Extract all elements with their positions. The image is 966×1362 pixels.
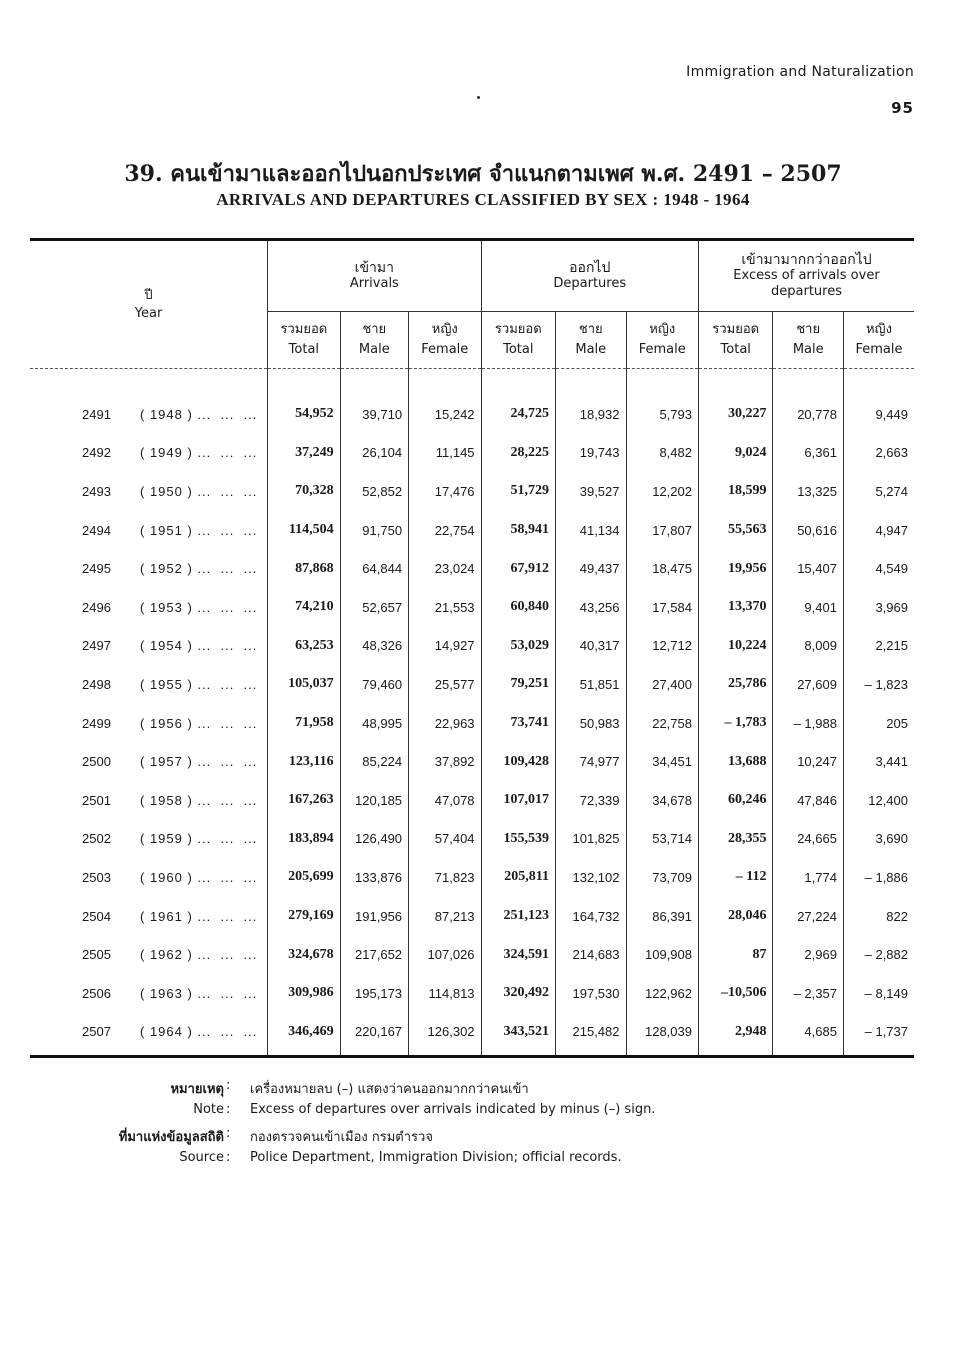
departures-female-cell: 73,709 [626,858,698,897]
table-row [30,820,914,859]
year-cell [30,511,268,550]
arrivals-total-cell: 205,699 [268,858,340,897]
excess-female-cell: 12,400 [843,781,914,820]
female-english: Female [421,342,469,357]
departures-male-cell: 43,256 [556,588,626,627]
excess-total-cell: 2,948 [698,1013,773,1057]
departures-total-cell: 79,251 [481,665,556,704]
table-row [30,549,914,588]
table-row [30,588,914,627]
table-row [30,742,914,781]
departures-total-cell: 67,912 [481,549,556,588]
arrivals-male-cell: 79,460 [340,665,408,704]
departures-female-cell: 17,584 [626,588,698,627]
year-cell [30,897,268,936]
excess-total-cell: 9,024 [698,434,773,473]
arrivals-total-cell: 324,678 [268,935,340,974]
male-english: Male [358,342,390,357]
table-title-thai: 39. คนเข้ามาและออกไปนอกประเทศ จำแนกตามเพศ พ.ศ. 2491 – 2507 [124,161,842,187]
arrivals-total-cell: 87,868 [268,549,340,588]
departures-total-cell: 324,591 [481,935,556,974]
departures-female-cell: 109,908 [626,935,698,974]
year-be: 2491 [82,406,111,422]
table-title-english: ARRIVALS AND DEPARTURES CLASSIFIED BY SEX : 1948 - 1964 [216,190,750,209]
year-cell [30,549,268,588]
note-text-thai: เครื่องหมายลบ (–) แสดงว่าคนออกมากกว่าคนเข้า [250,1082,529,1097]
year-be: 2500 [82,754,111,770]
excess-male-cell: 27,224 [773,897,843,936]
table-row [30,369,914,434]
departures-male-cell: 197,530 [556,974,626,1013]
year-ce: ( 1958 ) ... ... ... [140,792,258,808]
year-be: 2503 [82,869,111,885]
table-row [30,511,914,550]
year-header-thai: ปี [144,287,153,303]
source-colon: : [226,1126,231,1141]
female-thai: หญิง [865,322,892,337]
year-be: 2496 [82,599,111,615]
arrivals-group-header [268,241,481,312]
total-thai: รวมยอด [712,322,760,337]
arrivals-total-cell: 167,263 [268,781,340,820]
table-row [30,704,914,743]
excess-total-header [698,312,773,369]
note-text-english: Excess of departures over arrivals indicated by minus (–) sign. [250,1102,656,1117]
year-ce: ( 1951 ) ... ... ... [140,522,258,538]
arrivals-total-cell: 37,249 [268,434,340,473]
year-ce: ( 1957 ) ... ... ... [140,754,258,770]
excess-male-header [773,312,843,369]
arrivals-total-cell: 63,253 [268,627,340,666]
departures-male-cell: 214,683 [556,935,626,974]
total-english: Total [503,342,534,357]
year-cell [30,742,268,781]
year-ce: ( 1953 ) ... ... ... [140,599,258,615]
note-colon: : [226,1102,231,1117]
departures-total-cell: 24,725 [481,369,556,434]
excess-male-cell: – 2,357 [773,974,843,1013]
arrivals-total-cell: 105,037 [268,665,340,704]
note-label-english: Note [193,1102,224,1117]
year-ce: ( 1949 ) ... ... ... [140,445,258,461]
departures-female-cell: 8,482 [626,434,698,473]
excess-female-cell: 5,274 [843,472,914,511]
excess-female-cell: 2,663 [843,434,914,473]
group-header-row [30,241,914,312]
total-english: Total [288,342,320,357]
arrivals-male-cell: 220,167 [340,1013,408,1057]
excess-male-cell: 20,778 [773,369,843,434]
arrivals-total-cell: 309,986 [268,974,340,1013]
arrivals-female-cell: 107,026 [409,935,481,974]
arrivals-total-cell: 183,894 [268,820,340,859]
arrivals-female-cell: 47,078 [409,781,481,820]
arrivals-female-cell: 114,813 [409,974,481,1013]
excess-female-cell: 4,947 [843,511,914,550]
year-cell [30,974,268,1013]
year-be: 2506 [82,985,111,1001]
arrivals-male-cell: 191,956 [340,897,408,936]
excess-total-cell: 60,246 [698,781,773,820]
arrivals-female-cell: 14,927 [409,627,481,666]
male-thai: ชาย [578,322,603,337]
year-ce: ( 1961 ) ... ... ... [140,908,258,924]
excess-female-cell: – 8,149 [843,974,914,1013]
excess-female-cell: 3,969 [843,588,914,627]
excess-total-cell: 28,355 [698,820,773,859]
departures-total-header [481,312,556,369]
excess-male-cell: 8,009 [773,627,843,666]
year-be: 2499 [82,715,111,731]
year-ce: ( 1959 ) ... ... ... [140,831,258,847]
departures-total-cell: 107,017 [481,781,556,820]
departures-male-cell: 18,932 [556,369,626,434]
year-ce: ( 1963 ) ... ... ... [140,985,258,1001]
arrivals-total-cell: 74,210 [268,588,340,627]
source-label-thai: ที่มาแห่งข้อมูลสถิติ [118,1130,224,1145]
note-colon: : [226,1078,231,1093]
departures-total-cell: 60,840 [481,588,556,627]
excess-female-cell: 3,690 [843,820,914,859]
year-cell [30,781,268,820]
year-be: 2502 [82,831,111,847]
total-thai: รวมยอด [494,322,542,337]
departures-total-cell: 28,225 [481,434,556,473]
excess-total-cell: 19,956 [698,549,773,588]
source-row-thai [0,1126,966,1148]
note-label-thai: หมายเหตุ [170,1082,224,1097]
male-thai: ชาย [362,322,387,337]
table-row [30,974,914,1013]
arrivals-female-cell: 126,302 [409,1013,481,1057]
arrivals-male-cell: 126,490 [340,820,408,859]
excess-male-cell: 27,609 [773,665,843,704]
departures-male-cell: 19,743 [556,434,626,473]
excess-female-cell: 822 [843,897,914,936]
departures-total-cell: 109,428 [481,742,556,781]
departures-female-cell: 34,451 [626,742,698,781]
source-label-english: Source [179,1150,224,1165]
excess-female-cell: – 1,823 [843,665,914,704]
arrivals-male-cell: 48,995 [340,704,408,743]
source-text-english: Police Department, Immigration Division; official records. [250,1150,622,1165]
year-ce: ( 1952 ) ... ... ... [140,561,258,577]
page-number: 95 [891,99,914,117]
excess-group-header [698,241,914,312]
excess-total-cell: –10,506 [698,974,773,1013]
table-row [30,897,914,936]
source-row-english [0,1150,966,1172]
departures-female-cell: 86,391 [626,897,698,936]
excess-female-cell: 205 [843,704,914,743]
departures-male-cell: 74,977 [556,742,626,781]
arrivals-total-cell: 279,169 [268,897,340,936]
year-be: 2504 [82,908,111,924]
departures-total-cell: 251,123 [481,897,556,936]
excess-female-header [843,312,914,369]
departures-male-cell: 72,339 [556,781,626,820]
source-text-thai: กองตรวจคนเข้าเมือง กรมตำรวจ [250,1130,433,1145]
year-be: 2495 [82,561,111,577]
excess-total-cell: 13,370 [698,588,773,627]
departures-total-cell: 73,741 [481,704,556,743]
year-cell [30,627,268,666]
arrivals-total-cell: 346,469 [268,1013,340,1057]
excess-total-cell: 87 [698,935,773,974]
arrivals-male-cell: 48,326 [340,627,408,666]
excess-male-cell: 9,401 [773,588,843,627]
year-be: 2501 [82,792,111,808]
table-row [30,1013,914,1057]
departures-male-header [556,312,626,369]
excess-female-cell: – 2,882 [843,935,914,974]
table-row [30,472,914,511]
excess-male-cell: 6,361 [773,434,843,473]
female-english: Female [855,342,903,357]
year-cell [30,369,268,434]
table-row [30,434,914,473]
female-thai: หญิง [431,322,458,337]
table-row [30,665,914,704]
year-ce: ( 1948 ) ... ... ... [140,406,258,422]
excess-male-cell: 10,247 [773,742,843,781]
female-english: Female [638,342,686,357]
year-ce: ( 1954 ) ... ... ... [140,638,258,654]
male-english: Male [792,342,824,357]
departures-group-header [481,241,698,312]
table-row [30,858,914,897]
excess-header-english-2: departures [771,284,842,299]
year-header [30,241,268,369]
total-thai: รวมยอด [280,322,328,337]
excess-male-cell: 47,846 [773,781,843,820]
arrivals-female-cell: 22,754 [409,511,481,550]
arrivals-male-cell: 52,657 [340,588,408,627]
arrivals-female-cell: 23,024 [409,549,481,588]
departures-total-cell: 343,521 [481,1013,556,1057]
arrivals-female-cell: 22,963 [409,704,481,743]
arrivals-header-thai: เข้ามา [354,260,394,276]
year-ce: ( 1950 ) ... ... ... [140,483,258,499]
arrivals-total-cell: 123,116 [268,742,340,781]
excess-female-cell: – 1,886 [843,858,914,897]
arrivals-male-cell: 133,876 [340,858,408,897]
excess-male-cell: 4,685 [773,1013,843,1057]
departures-female-cell: 122,962 [626,974,698,1013]
arrivals-male-cell: 26,104 [340,434,408,473]
excess-total-cell: – 1,783 [698,704,773,743]
year-be: 2492 [82,445,111,461]
year-be: 2505 [82,947,111,963]
departures-male-cell: 164,732 [556,897,626,936]
excess-total-cell: 10,224 [698,627,773,666]
arrivals-female-cell: 11,145 [409,434,481,473]
departures-total-cell: 205,811 [481,858,556,897]
year-ce: ( 1960 ) ... ... ... [140,869,258,885]
excess-male-cell: 15,407 [773,549,843,588]
arrivals-total-cell: 70,328 [268,472,340,511]
excess-male-cell: 13,325 [773,472,843,511]
year-be: 2498 [82,676,111,692]
departures-total-cell: 320,492 [481,974,556,1013]
year-ce: ( 1962 ) ... ... ... [140,947,258,963]
year-cell [30,820,268,859]
year-cell [30,588,268,627]
departures-female-cell: 53,714 [626,820,698,859]
total-english: Total [720,342,751,357]
excess-female-cell: 9,449 [843,369,914,434]
year-cell [30,472,268,511]
departures-male-cell: 50,983 [556,704,626,743]
departures-female-header [626,312,698,369]
arrivals-female-cell: 87,213 [409,897,481,936]
excess-female-cell: 2,215 [843,627,914,666]
arrivals-total-cell: 71,958 [268,704,340,743]
departures-male-cell: 39,527 [556,472,626,511]
arrivals-male-cell: 217,652 [340,935,408,974]
departures-male-cell: 40,317 [556,627,626,666]
departures-female-cell: 5,793 [626,369,698,434]
excess-total-cell: 30,227 [698,369,773,434]
departures-header-english: Departures [553,276,627,291]
arrivals-female-cell: 25,577 [409,665,481,704]
departures-female-cell: 34,678 [626,781,698,820]
excess-header-english-1: Excess of arrivals over [733,268,880,283]
excess-female-cell: 3,441 [843,742,914,781]
excess-male-cell: – 1,988 [773,704,843,743]
arrivals-female-cell: 17,476 [409,472,481,511]
running-head: Immigration and Naturalization [686,64,914,80]
year-ce: ( 1964 ) ... ... ... [140,1024,258,1040]
year-cell [30,858,268,897]
note-row-english [0,1102,966,1124]
male-english: Male [575,342,607,357]
table-row [30,781,914,820]
data-table-container [30,238,914,1058]
female-thai: หญิง [649,322,676,337]
excess-male-cell: 2,969 [773,935,843,974]
arrivals-total-cell: 54,952 [268,369,340,434]
arrivals-female-cell: 71,823 [409,858,481,897]
excess-total-cell: 13,688 [698,742,773,781]
arrivals-female-header [409,312,481,369]
departures-total-cell: 58,941 [481,511,556,550]
arrivals-male-cell: 64,844 [340,549,408,588]
excess-total-cell: 18,599 [698,472,773,511]
departures-female-cell: 128,039 [626,1013,698,1057]
departures-male-cell: 101,825 [556,820,626,859]
excess-total-cell: 28,046 [698,897,773,936]
table-row [30,627,914,666]
departures-female-cell: 22,758 [626,704,698,743]
note-row-thai [0,1078,966,1100]
excess-total-cell: 25,786 [698,665,773,704]
arrivals-male-cell: 195,173 [340,974,408,1013]
departures-total-cell: 51,729 [481,472,556,511]
arrivals-total-header [268,312,340,369]
year-be: 2497 [82,638,111,654]
departures-male-cell: 215,482 [556,1013,626,1057]
arrivals-total-cell: 114,504 [268,511,340,550]
departures-female-cell: 18,475 [626,549,698,588]
year-be: 2493 [82,483,111,499]
departures-female-cell: 12,712 [626,627,698,666]
arrivals-male-header [340,312,408,369]
excess-total-cell: 55,563 [698,511,773,550]
arrivals-male-cell: 120,185 [340,781,408,820]
arrivals-female-cell: 15,242 [409,369,481,434]
male-thai: ชาย [796,322,821,337]
year-cell [30,434,268,473]
year-cell [30,665,268,704]
arrivals-male-cell: 85,224 [340,742,408,781]
year-be: 2494 [82,522,111,538]
arrivals-header-english: Arrivals [349,276,399,291]
year-cell [30,704,268,743]
print-speck [477,96,480,99]
arrivals-female-cell: 57,404 [409,820,481,859]
departures-female-cell: 17,807 [626,511,698,550]
excess-total-cell: – 112 [698,858,773,897]
departures-total-cell: 53,029 [481,627,556,666]
year-be: 2507 [82,1024,111,1040]
excess-male-cell: 24,665 [773,820,843,859]
departures-male-cell: 41,134 [556,511,626,550]
bottom-rule [30,1057,914,1059]
excess-header-thai: เข้ามามากกว่าออกไป [741,252,872,268]
departures-header-thai: ออกไป [569,260,611,276]
departures-female-cell: 12,202 [626,472,698,511]
excess-female-cell: – 1,737 [843,1013,914,1057]
year-ce: ( 1956 ) ... ... ... [140,715,258,731]
departures-male-cell: 132,102 [556,858,626,897]
year-header-english: Year [134,305,163,321]
departures-male-cell: 51,851 [556,665,626,704]
excess-male-cell: 1,774 [773,858,843,897]
table-row [30,935,914,974]
year-ce: ( 1955 ) ... ... ... [140,676,258,692]
arrivals-male-cell: 52,852 [340,472,408,511]
arrivals-female-cell: 37,892 [409,742,481,781]
departures-total-cell: 155,539 [481,820,556,859]
departures-female-cell: 27,400 [626,665,698,704]
source-colon: : [226,1150,231,1165]
excess-male-cell: 50,616 [773,511,843,550]
arrivals-departures-table [30,238,914,1058]
table-body [30,369,914,1057]
arrivals-male-cell: 39,710 [340,369,408,434]
arrivals-female-cell: 21,553 [409,588,481,627]
arrivals-male-cell: 91,750 [340,511,408,550]
year-cell [30,935,268,974]
departures-male-cell: 49,437 [556,549,626,588]
year-cell [30,1013,268,1057]
excess-female-cell: 4,549 [843,549,914,588]
